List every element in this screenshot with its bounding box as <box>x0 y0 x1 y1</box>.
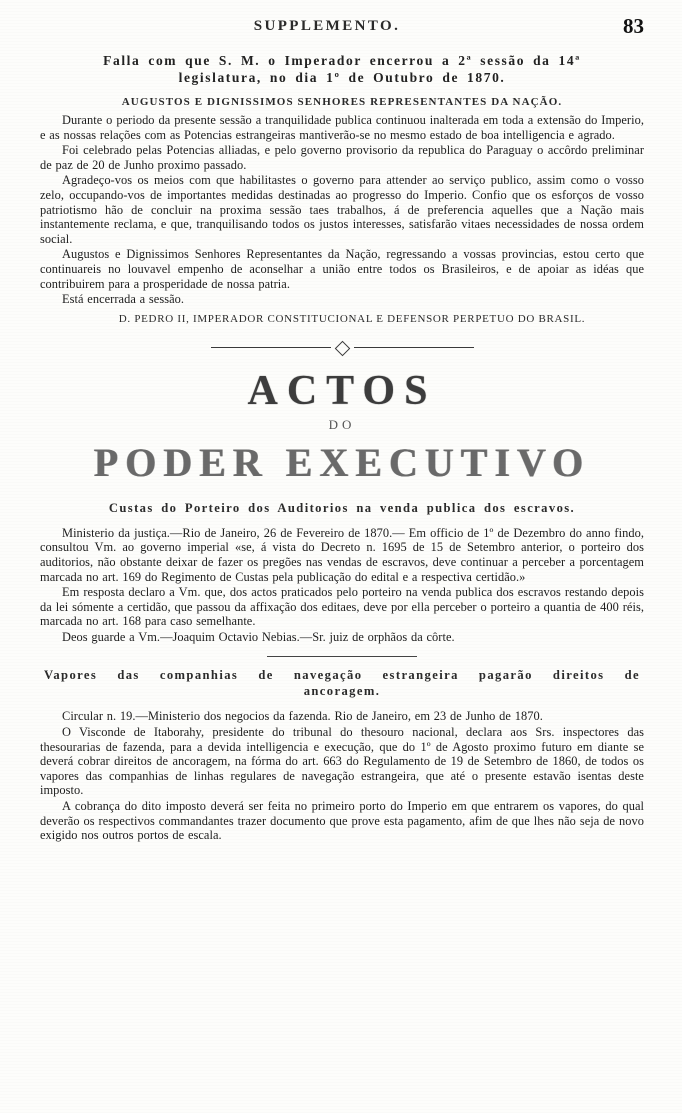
falla-paragraph-4: Augustos e Dignissimos Senhores Representantes da Nação, regressando a vossas provincias, estou certo que continuareis no louvavel empenho de aconselhar a união entre todos os Brasileiros, e de apoiar as idéas que contribuirem para a prosperidade de nossa patria. <box>40 247 644 291</box>
section-2-paragraph-2: O Visconde de Itaborahy, presidente do tribunal do thesouro nacional, declara aos Srs. inspectores das thesourarias de fazenda, para a devida intelligencia e execução, que do 1º de Agosto proximo futuro em diante se deverá cobrar direitos de ancoragem, na fórma do art. 663 do Regulamento de 19 de Setembro de 1860, de todos os vapores das companhias de linhas regulares de navegação estrangeira, que até o presente estavão isentas deste imposto. <box>40 725 644 798</box>
section-1-title: Custas do Porteiro dos Auditorios na venda publica dos escravos. <box>108 500 576 515</box>
page-header <box>40 14 644 44</box>
ornament-bar-left <box>211 347 331 348</box>
ornament-bar-right <box>354 347 474 348</box>
falla-paragraph-2: Foi celebrado pelas Potencias alliadas, e pelo governo provisorio da republica do Paraguay o accôrdo preliminar de paz de 20 de Junho proximo passado. <box>40 143 644 172</box>
section-1-paragraph-3: Deos guarde a Vm.—Joaquim Octavio Nebias.—Sr. juiz de orphãos da côrte. <box>62 629 455 644</box>
supplemento-heading: SUPPLEMENTO. <box>253 18 401 34</box>
ornament-divider <box>40 339 644 357</box>
heading-actos: ACTOS <box>247 367 437 414</box>
section-2-paragraph-1: Circular n. 19.—Ministerio dos negocios da fazenda. Rio de Janeiro, em 23 de Junho de 1870. <box>62 709 543 724</box>
page-content <box>40 14 644 843</box>
falla-paragraph-1: Durante o periodo da presente sessão a tranquilidade publica continuou inalterada em toda a extensão do Imperio, e as nossas relações com as Potencias estrangeiras mantiverão-se no mesmo estado de boa intelligencia e agrado. <box>40 113 644 142</box>
section-1-paragraph-1: Ministerio da justiça.—Rio de Janeiro, 26 de Fevereiro de 1870.— Em officio de 1º de Dezembro do anno findo, consultou Vm. ao governo imperial «se, á vista do Decreto n. 1695 de 15 de Setembro anterior, o porteiro dos auditorios, não obstante deixar de fazer os pregões nas vendas de escravos, deve continuar a perceber a porcentagem marcada no art. 169 do Regimento de Custas pela publicação do edital e a respectiva certidão.» <box>40 525 644 584</box>
section-divider-rule <box>267 656 417 657</box>
heading-do: DO <box>328 416 356 432</box>
falla-paragraph-5: Está encerrada a sessão. <box>62 292 185 307</box>
ornament-diamond <box>334 340 350 356</box>
falla-title-line1: Falla com que S. M. o Imperador encerrou a 2ª sessão da 14ª <box>103 53 581 68</box>
falla-title <box>40 52 644 86</box>
falla-salutation: AUGUSTOS E DIGNISSIMOS SENHORES REPRESENTANTES DA NAÇÃO. <box>121 96 563 108</box>
falla-title-line2: legislatura, no dia 1º de Outubro de 1870. <box>178 70 506 85</box>
imperial-signature: D. PEDRO II, IMPERADOR CONSTITUCIONAL E DEFENSOR PERPETUO DO BRASIL. <box>118 312 586 325</box>
section-2-title <box>40 667 644 699</box>
section-2-title-line1: Vapores das companhias de navegação estrangeira pagarão direitos de <box>44 668 640 683</box>
section-2-paragraph-3: A cobrança do dito imposto deverá ser feita no primeiro porto do Imperio em que entrarem os vapores, do qual deverão os respectivos commandantes trazer documento que prove esta pagamento, afim de que lhes não seja de novo exigido nos outros portos de escala. <box>40 799 644 843</box>
heading-poder-executivo: PODER EXECUTIVO <box>93 439 591 485</box>
section-2-title-line2: ancoragem. <box>303 684 381 699</box>
page-number: 83 <box>623 14 644 38</box>
section-1-paragraph-2: Em resposta declaro a Vm. que, dos actos praticados pelo porteiro na venda publica dos escravos restando depois da lei sómente a certidão, que passou da affixação dos editaes, deve por ella perceber o porteiro a quantia de 400 réis, marcada no art. 168 para caso semelhante. <box>40 585 644 629</box>
falla-paragraph-3: Agradeço-vos os meios com que habilitastes o governo para attender ao serviço publico, assim como o vosso zelo, occupando-vos de importantes medidas destinadas ao progresso do Imperio. Confio que os esforços de vosso patriotismo hão de concluir na proxima sessão taes trabalhos, á de preferencia aquelles que a Nação mais instantemente reclama, e que, tranquilisando todos os justos interesses, satisfarão vitaes necessidades de nossa ordem social. <box>40 173 644 246</box>
